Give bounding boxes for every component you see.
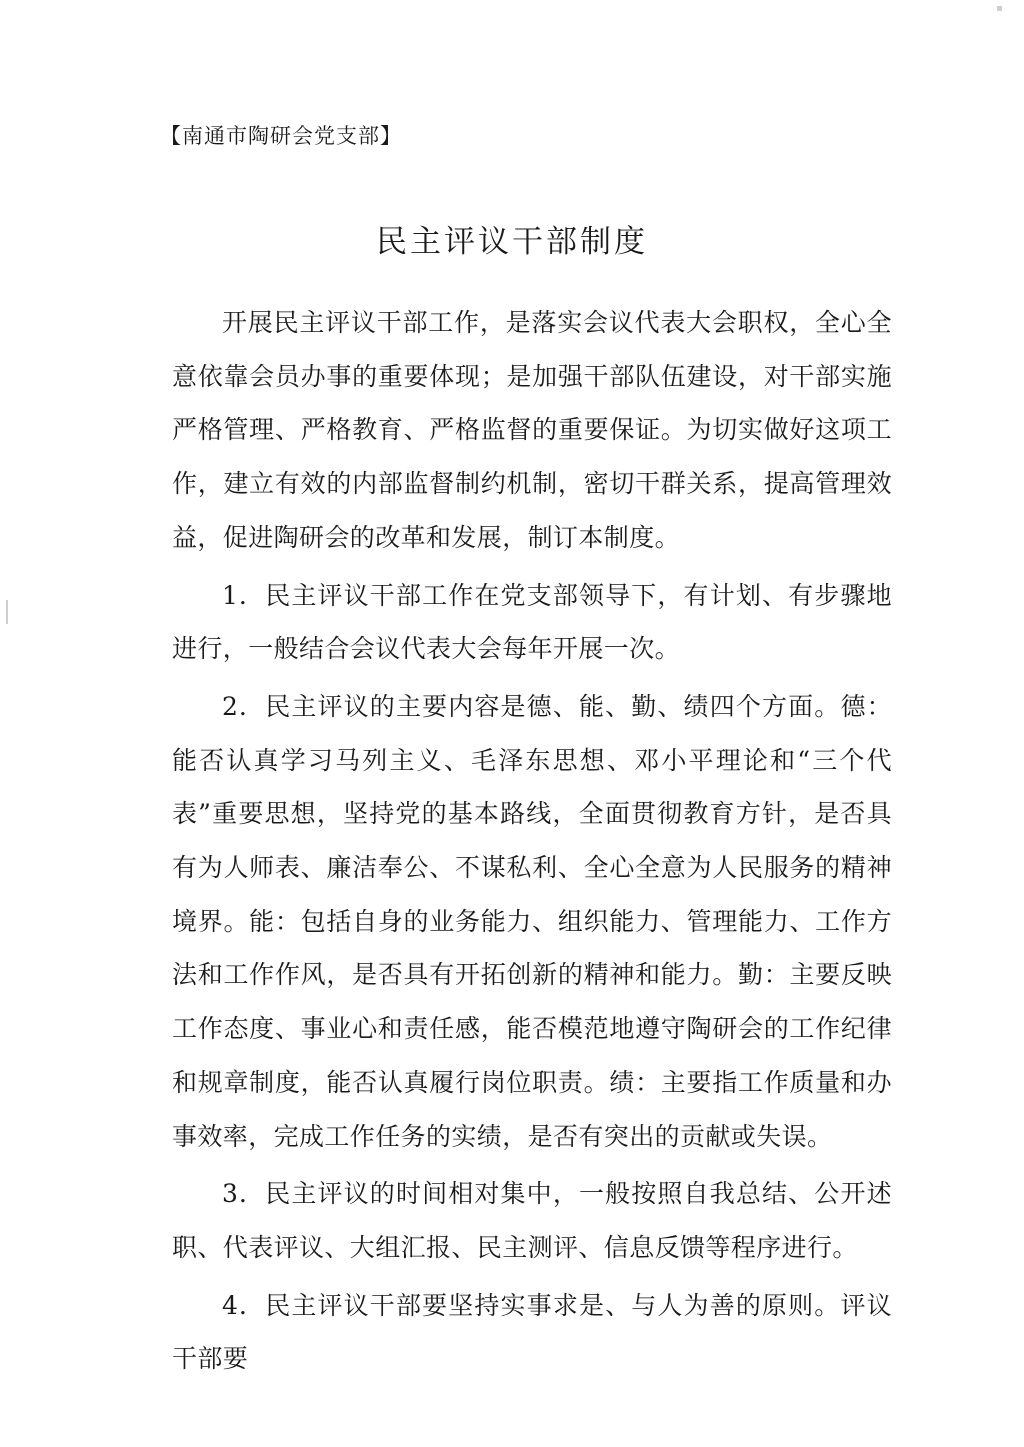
organization-header: 【南通市陶研会党支部】: [160, 124, 402, 148]
scan-edge-mark-left: [6, 600, 8, 624]
paragraph-item-4: 4．民主评议干部要坚持实事求是、与人为善的原则。评议干部要: [172, 1290, 892, 1374]
document-title: 民主评议干部制度: [376, 224, 648, 260]
paragraph-item-2: 2．民主评议的主要内容是德、能、勤、绩四个方面。德：能否认真学习马列主义、毛泽东思想、邓小平理论和“三个代表”重要思想，坚持党的基本路线，全面贯彻教育方针，是否具有为人师表、廉洁奉公、不谋私利、全心全意为人民服务的精神境界。能：包括自身的业务能力、组织能力、管理能力、工作方法和工作作风，是否具有开拓创新的精神和能力。勤：主要反映工作态度、事业心和责任感，能否模范地遵守陶研会的工作纪律和规章制度，能否认真履行岗位职责。绩：主要指工作质量和办事效率，完成工作任务的实绩，是否有突出的贡献或失误。: [172, 691, 892, 1151]
scan-edge-mark-top-right: [997, 6, 1002, 11]
paragraph-item-1: 1．民主评议干部工作在党支部领导下，有计划、有步骤地进行，一般结合会议代表大会每年开展一次。: [172, 580, 892, 664]
paragraph-intro: 开展民主评议干部工作，是落实会议代表大会职权，全心全意依靠会员办事的重要体现；是加强干部队伍建设，对干部实施严格管理、严格教育、严格监督的重要保证。为切实做好这项工作，建立有效的内部监督制约机制，密切干群关系，提高管理效益，促进陶研会的改革和发展，制订本制度。: [172, 308, 892, 552]
paragraph-item-3: 3．民主评议的时间相对集中，一般按照自我总结、公开述职、代表评议、大组汇报、民主测评、信息反馈等程序进行。: [172, 1179, 892, 1262]
document-body: [172, 296, 892, 1390]
